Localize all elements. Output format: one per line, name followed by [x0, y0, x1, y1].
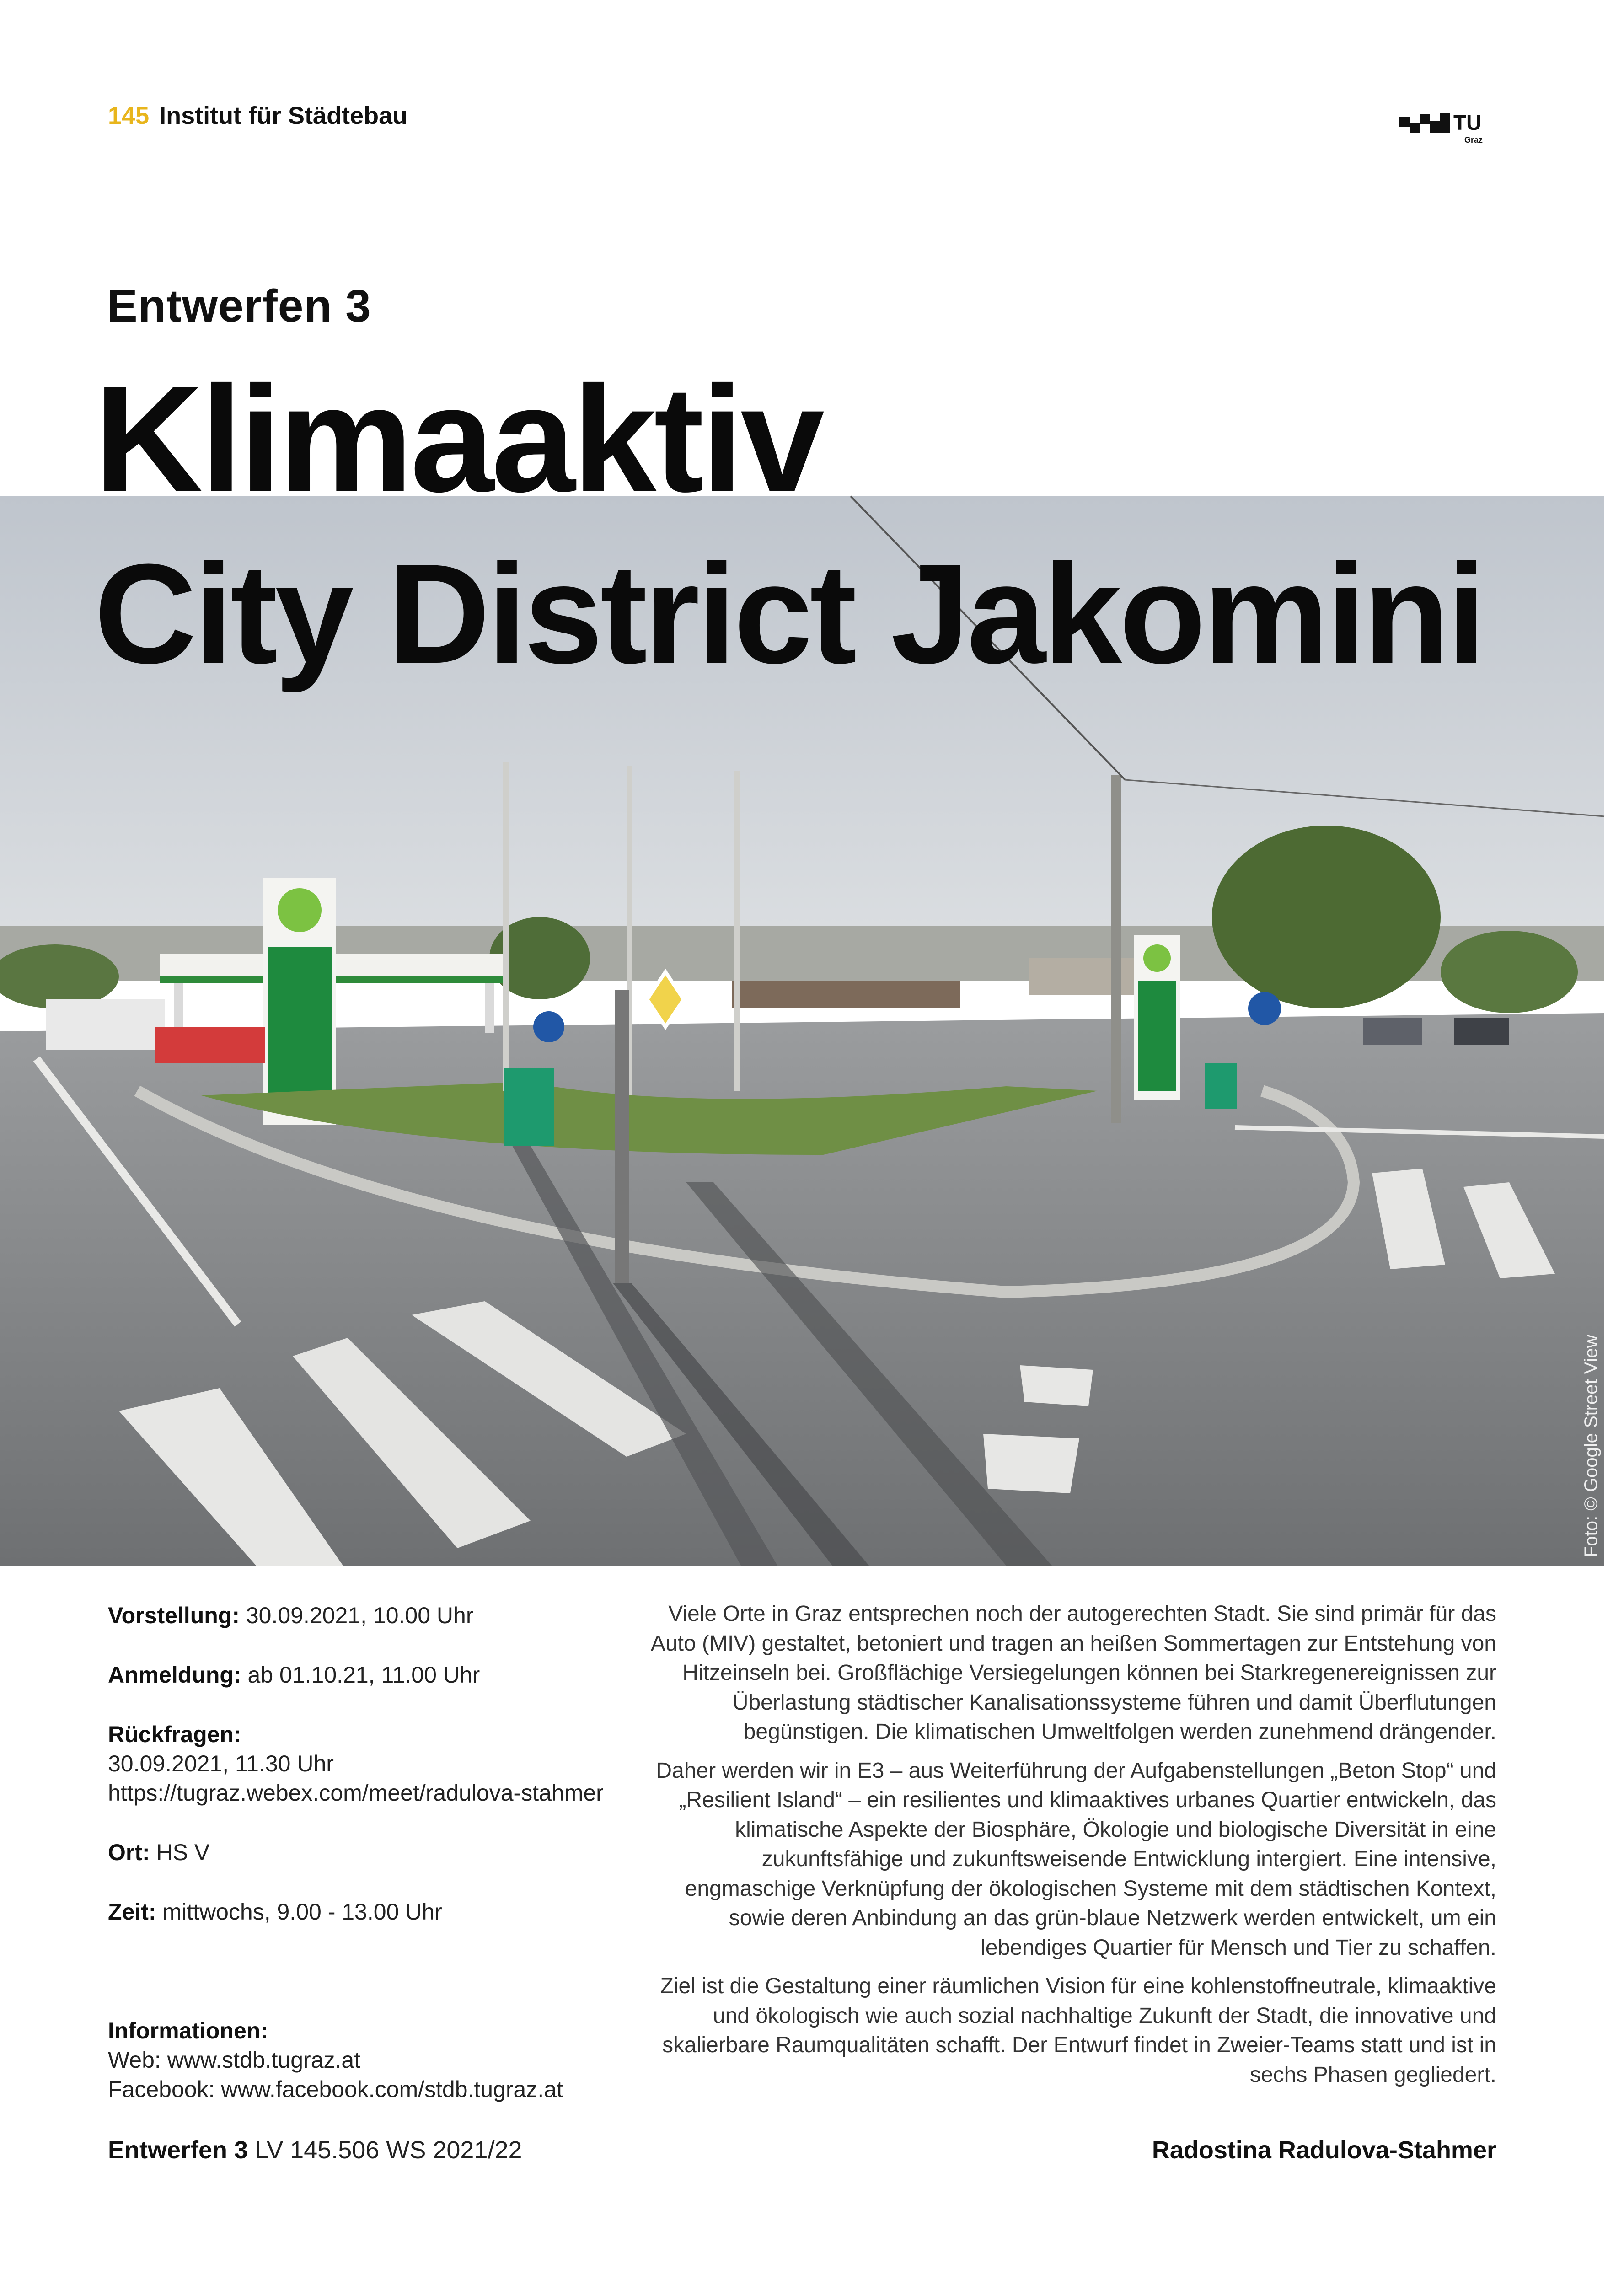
zeit-label: Zeit:: [108, 1899, 156, 1925]
facebook-link[interactable]: Facebook: www.facebook.com/stdb.tugraz.at: [108, 2076, 563, 2102]
ort-block: [108, 1838, 634, 1867]
description: [640, 1599, 1496, 2099]
description-paragraph-2: Daher werden wir in E3 – aus Weiterführung der Aufgabenstellungen „Beton Stop“ und „Resilient Island“ – ein resilientes und klimaaktives urbanes Quartier entwickeln, das klimatische Aspekte der Biosphäre, Ökologie und biologische Diversität in eine zukunftsfähige und zukunftsweisende Entwicklung intergiert. Eine intensive, engmaschige Verknüpfung der ökologischen Systeme mit dem städtischen Kontext, sowie deren Anbindung an das grün-blaue Netzwerk werden entwickelt, um ein lebendiges Quartier für Mensch und Tier zu schaffen.: [656, 1758, 1496, 1960]
ort-label: Ort:: [108, 1840, 150, 1865]
tu-graz-logo-mark: [1399, 108, 1495, 145]
title-line-2: City District Jakomini: [94, 534, 1484, 693]
ort-value: HS V: [156, 1840, 210, 1865]
vorstellung-label: Vorstellung:: [108, 1603, 240, 1628]
title-line-1: Klimaaktiv: [94, 354, 822, 523]
photo-credit-line-1: Foto: © Google Street View: [1581, 1335, 1601, 1557]
informationen-label: Informationen:: [108, 2018, 268, 2044]
logo-subtext: Graz: [1464, 135, 1483, 145]
vorstellung-value: 30.09.2021, 10.00 Uhr: [246, 1603, 474, 1628]
zeit-block: [108, 1897, 634, 1926]
info-column: [108, 1601, 634, 2134]
footer-course: [108, 2136, 522, 2164]
footer-course-name: Entwerfen 3: [108, 2136, 248, 2164]
zeit-value: mittwochs, 9.00 - 13.00 Uhr: [162, 1899, 442, 1925]
course-subtitle: Entwerfen 3: [107, 280, 371, 332]
rueckfragen-block: [108, 1720, 634, 1808]
informationen-block: [108, 2016, 634, 2104]
vorstellung-block: [108, 1601, 634, 1630]
rueckfragen-label: Rückfragen:: [108, 1722, 241, 1747]
anmeldung-label: Anmeldung:: [108, 1662, 241, 1688]
institute-number: 145: [108, 102, 150, 129]
anmeldung-block: [108, 1660, 634, 1690]
photo-credit: [1580, 1062, 1624, 1557]
page-header: [108, 102, 407, 130]
rueckfragen-date: 30.09.2021, 11.30 Uhr: [108, 1751, 334, 1776]
tu-graz-logo: [1399, 108, 1495, 145]
web-link[interactable]: Web: www.stdb.tugraz.at: [108, 2047, 361, 2073]
logo-text: TU: [1453, 111, 1482, 134]
anmeldung-value: ab 01.10.21, 11.00 Uhr: [247, 1662, 480, 1688]
description-paragraph-3: Ziel ist die Gestaltung einer räumlichen Vision für eine kohlenstoffneutrale, klimaaktive und ökologisch wie auch sozial nachhaltige Zukunft der Stadt, die innovative und skalierbare Raumqualitäten schafft. Der Entwurf findet in Zweier-Teams statt und ist in sechs Phasen gegliedert.: [660, 1974, 1496, 2087]
rueckfragen-link[interactable]: https://tugraz.webex.com/meet/radulova-stahmer: [108, 1780, 604, 1806]
description-paragraph-1: Viele Orte in Graz entsprechen noch der autogerechten Stadt. Sie sind primär für das Auto (MIV) gestaltet, betoniert und tragen an heißen Sommertagen zur Entstehung von Hitzeinseln bei. Großflächige Versiegelungen können bei Starkregenereignissen zur Überlastung städtischer Kanalisationssysteme führen und damit Überflutungen begünstigen. Die klimatischen Umweltfolgen werden zunehmend drängender.: [650, 1602, 1496, 1744]
footer-semester: WS 2021/22: [386, 2136, 522, 2164]
institute-name: Institut für Städtebau: [159, 102, 408, 129]
footer-lv: LV 145.506: [255, 2136, 380, 2164]
footer-teacher: Radostina Radulova-Stahmer: [1152, 2136, 1496, 2164]
photo-credit-line-2: Impressum: TU Graz/Institut für Städtebau, Eigendruck, Graz: [1603, 1062, 1623, 1557]
